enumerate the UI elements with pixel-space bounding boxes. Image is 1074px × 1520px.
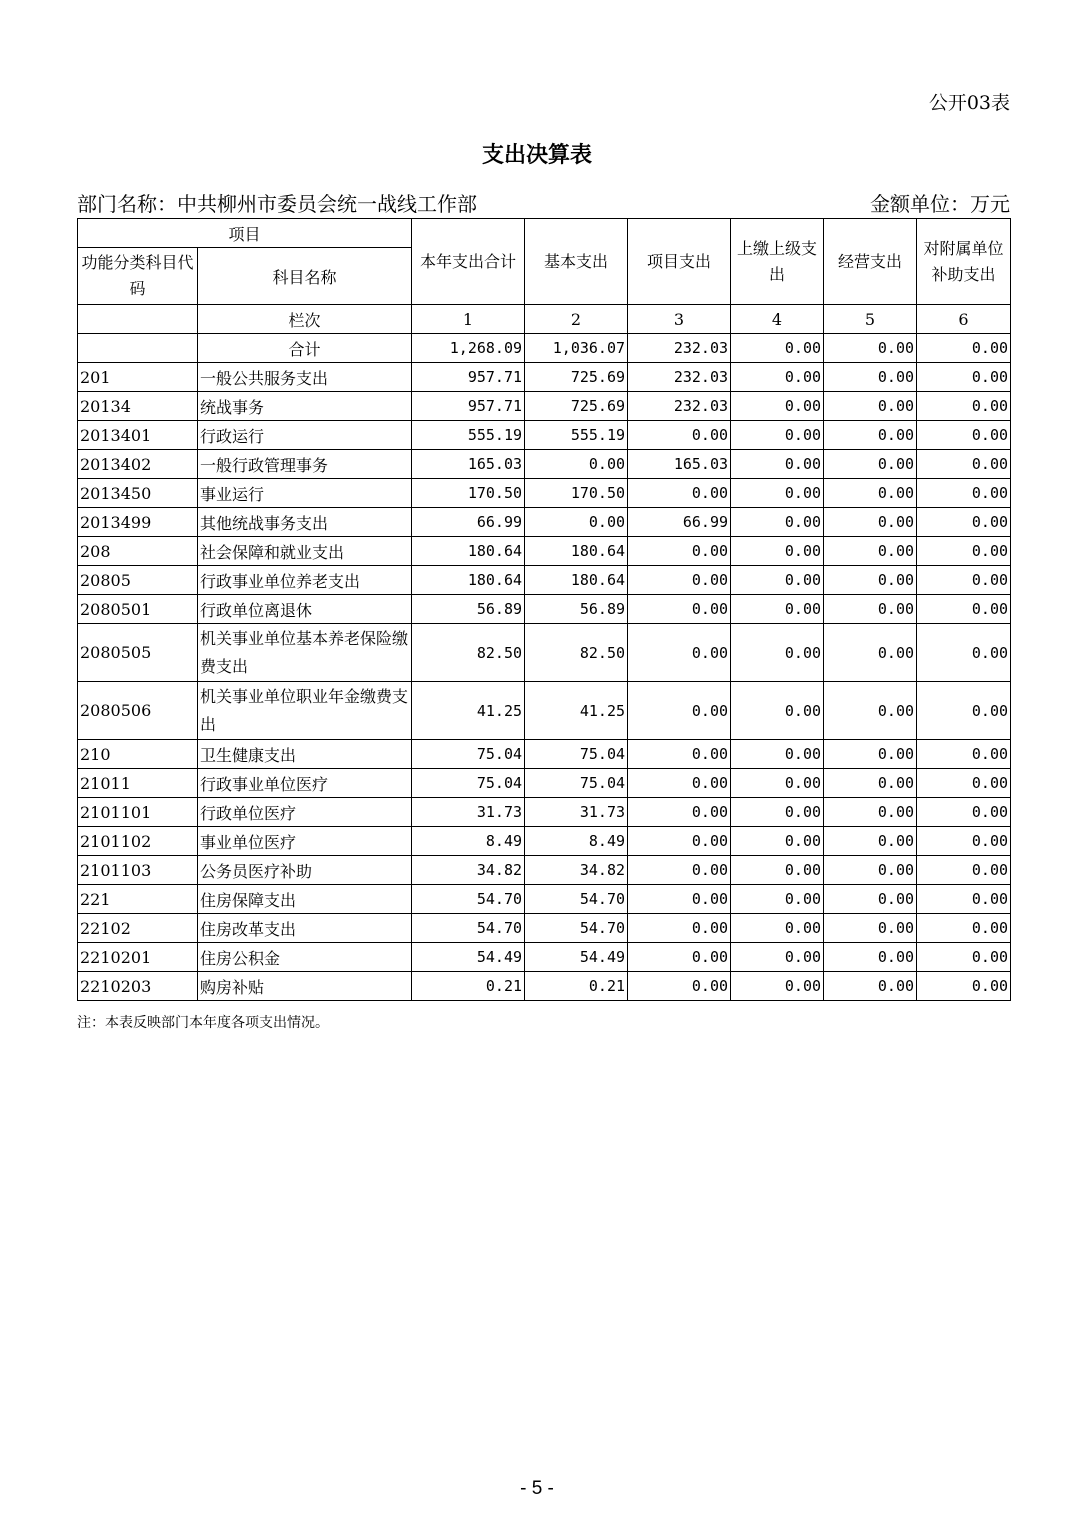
subject-name: 社会保障和就业支出 (198, 537, 412, 566)
amount-cell: 0.00 (731, 421, 824, 450)
column-number-label: 栏次 (198, 305, 412, 334)
table-row (78, 363, 1011, 392)
header-remit-upper: 上缴上级支出 (731, 219, 824, 305)
subject-name: 住房公积金 (198, 943, 412, 972)
amount-cell: 0.00 (917, 856, 1011, 885)
subject-code: 2101103 (78, 856, 198, 885)
table-row (78, 450, 1011, 479)
subject-code: 21011 (78, 769, 198, 798)
amount-cell: 54.70 (412, 885, 525, 914)
amount-cell: 0.00 (628, 682, 731, 740)
amount-cell: 0.00 (824, 595, 917, 624)
subject-name: 机关事业单位基本养老保险缴费支出 (198, 624, 412, 682)
amount-cell: 0.00 (628, 537, 731, 566)
table-row (78, 508, 1011, 537)
amount-cell: 0.00 (917, 914, 1011, 943)
amount-cell: 41.25 (412, 682, 525, 740)
department-name: 部门名称：中共柳州市委员会统一战线工作部 (77, 192, 477, 216)
subject-code: 20134 (78, 392, 198, 421)
amount-cell: 170.50 (525, 479, 628, 508)
amount-cell: 0.00 (628, 943, 731, 972)
column-number: 1 (412, 305, 525, 334)
amount-cell: 0.00 (824, 537, 917, 566)
amount-cell: 0.00 (824, 450, 917, 479)
amount-cell: 0.00 (824, 914, 917, 943)
table-row (78, 856, 1011, 885)
subject-name: 机关事业单位职业年金缴费支出 (198, 682, 412, 740)
subject-name: 事业运行 (198, 479, 412, 508)
page-number: - 5 - (520, 1478, 554, 1499)
subject-code: 2013402 (78, 450, 198, 479)
amount-cell: 0.00 (731, 537, 824, 566)
header-total: 本年支出合计 (412, 219, 525, 305)
amount-cell: 0.00 (917, 827, 1011, 856)
subject-name: 公务员医疗补助 (198, 856, 412, 885)
subject-code: 2080505 (78, 624, 198, 682)
table-row (78, 914, 1011, 943)
amount-cell: 75.04 (525, 769, 628, 798)
amount-cell: 75.04 (525, 740, 628, 769)
header-code: 功能分类科目代码 (78, 248, 198, 305)
amount-cell: 75.04 (412, 769, 525, 798)
amount-cell: 170.50 (412, 479, 525, 508)
amount-cell: 0.00 (525, 450, 628, 479)
amount-cell: 0.00 (917, 537, 1011, 566)
amount-cell: 0.00 (824, 856, 917, 885)
amount-cell: 0.00 (917, 479, 1011, 508)
amount-cell: 34.82 (412, 856, 525, 885)
amount-cell: 0.00 (628, 421, 731, 450)
amount-cell: 725.69 (525, 392, 628, 421)
column-number: 2 (525, 305, 628, 334)
subject-code: 2080506 (78, 682, 198, 740)
column-number: 5 (824, 305, 917, 334)
column-number: 4 (731, 305, 824, 334)
table-row (78, 943, 1011, 972)
header-basic: 基本支出 (525, 219, 628, 305)
amount-cell: 0.00 (824, 682, 917, 740)
amount-cell: 82.50 (525, 624, 628, 682)
table-row (78, 682, 1011, 740)
form-number: 公开03表 (928, 92, 1010, 114)
amount-cell: 232.03 (628, 392, 731, 421)
amount-cell: 56.89 (412, 595, 525, 624)
amount-cell: 8.49 (412, 827, 525, 856)
amount-cell: 8.49 (525, 827, 628, 856)
amount-cell: 54.49 (412, 943, 525, 972)
amount-cell: 0.00 (917, 769, 1011, 798)
amount-cell: 0.00 (628, 827, 731, 856)
amount-cell: 0.00 (824, 798, 917, 827)
subject-code: 2101102 (78, 827, 198, 856)
amount-cell: 0.21 (525, 972, 628, 1001)
amount-cell: 0.00 (731, 392, 824, 421)
expenditure-table (77, 218, 1011, 1001)
amount-cell: 0.00 (628, 479, 731, 508)
amount-cell: 0.00 (731, 479, 824, 508)
amount-cell: 0.00 (917, 943, 1011, 972)
amount-cell: 0.00 (917, 885, 1011, 914)
table-row (78, 566, 1011, 595)
meta-line (77, 188, 1010, 218)
amount-cell: 54.70 (412, 914, 525, 943)
amount-cell: 0.00 (628, 972, 731, 1001)
amount-cell: 555.19 (525, 421, 628, 450)
subject-name: 一般公共服务支出 (198, 363, 412, 392)
header-name: 科目名称 (198, 248, 412, 305)
amount-cell: 180.64 (412, 566, 525, 595)
amount-cell: 725.69 (525, 363, 628, 392)
amount-cell: 75.04 (412, 740, 525, 769)
subject-code: 210 (78, 740, 198, 769)
amount-cell: 0.00 (824, 740, 917, 769)
amount-cell: 0.00 (824, 508, 917, 537)
amount-cell: 0.00 (917, 740, 1011, 769)
amount-cell: 0.00 (628, 740, 731, 769)
amount-cell: 0.21 (412, 972, 525, 1001)
column-number: 6 (917, 305, 1011, 334)
amount-cell: 957.71 (412, 363, 525, 392)
subject-name: 住房改革支出 (198, 914, 412, 943)
table-row (78, 537, 1011, 566)
table-row (78, 421, 1011, 450)
subject-code: 2013450 (78, 479, 198, 508)
subject-code: 201 (78, 363, 198, 392)
header-project: 项目支出 (628, 219, 731, 305)
column-number: 3 (628, 305, 731, 334)
amount-cell: 66.99 (412, 508, 525, 537)
amount-cell: 0.00 (917, 421, 1011, 450)
subject-code: 208 (78, 537, 198, 566)
header-item: 项目 (78, 219, 412, 248)
subject-code: 22102 (78, 914, 198, 943)
amount-cell: 0.00 (824, 885, 917, 914)
table-row (78, 972, 1011, 1001)
amount-cell: 0.00 (731, 914, 824, 943)
header-operating: 经营支出 (824, 219, 917, 305)
subject-code: 2210203 (78, 972, 198, 1001)
header-row (78, 219, 1011, 248)
amount-cell: 0.00 (824, 421, 917, 450)
amount-cell: 0.00 (731, 363, 824, 392)
amount-cell: 0.00 (824, 769, 917, 798)
amount-cell: 0.00 (628, 624, 731, 682)
amount-cell: 555.19 (412, 421, 525, 450)
amount-cell: 56.89 (525, 595, 628, 624)
header-subsidy: 对附属单位补助支出 (917, 219, 1011, 305)
amount-cell: 31.73 (525, 798, 628, 827)
amount-cell: 0.00 (824, 972, 917, 1001)
subject-name: 统战事务 (198, 392, 412, 421)
amount-cell: 54.70 (525, 885, 628, 914)
total-value: 1,268.09 (412, 334, 525, 363)
amount-cell: 41.25 (525, 682, 628, 740)
table-row (78, 595, 1011, 624)
amount-cell: 0.00 (824, 624, 917, 682)
amount-cell: 0.00 (917, 624, 1011, 682)
amount-cell: 0.00 (917, 450, 1011, 479)
subject-name: 卫生健康支出 (198, 740, 412, 769)
amount-cell: 0.00 (824, 479, 917, 508)
amount-cell: 0.00 (731, 566, 824, 595)
total-row (78, 334, 1011, 363)
column-number-row (78, 305, 1011, 334)
amount-cell: 34.82 (525, 856, 628, 885)
amount-cell: 0.00 (917, 798, 1011, 827)
subject-code: 2080501 (78, 595, 198, 624)
amount-unit: 金额单位：万元 (870, 192, 1010, 216)
subject-name: 行政事业单位养老支出 (198, 566, 412, 595)
amount-cell: 0.00 (917, 972, 1011, 1001)
table-row (78, 827, 1011, 856)
subject-name: 住房保障支出 (198, 885, 412, 914)
page-title: 支出决算表 (481, 143, 592, 168)
amount-cell: 0.00 (824, 827, 917, 856)
table-row (78, 479, 1011, 508)
subject-name: 行政单位离退休 (198, 595, 412, 624)
total-value: 0.00 (824, 334, 917, 363)
amount-cell: 0.00 (731, 856, 824, 885)
subject-code: 20805 (78, 566, 198, 595)
total-value: 1,036.07 (525, 334, 628, 363)
amount-cell: 0.00 (917, 392, 1011, 421)
amount-cell: 0.00 (731, 972, 824, 1001)
total-value: 0.00 (917, 334, 1011, 363)
amount-cell: 0.00 (917, 566, 1011, 595)
total-blank (78, 334, 198, 363)
amount-cell: 0.00 (731, 798, 824, 827)
subject-code: 221 (78, 885, 198, 914)
table-row (78, 624, 1011, 682)
amount-cell: 0.00 (731, 740, 824, 769)
amount-cell: 31.73 (412, 798, 525, 827)
subject-name: 行政单位医疗 (198, 798, 412, 827)
subject-name: 事业单位医疗 (198, 827, 412, 856)
amount-cell: 0.00 (628, 769, 731, 798)
total-label: 合计 (198, 334, 412, 363)
amount-cell: 165.03 (628, 450, 731, 479)
table-row (78, 798, 1011, 827)
amount-cell: 0.00 (628, 885, 731, 914)
amount-cell: 0.00 (628, 798, 731, 827)
amount-cell: 0.00 (731, 450, 824, 479)
amount-cell: 0.00 (628, 856, 731, 885)
table-row (78, 392, 1011, 421)
amount-cell: 0.00 (731, 769, 824, 798)
amount-cell: 0.00 (731, 943, 824, 972)
amount-cell: 0.00 (628, 914, 731, 943)
total-value: 232.03 (628, 334, 731, 363)
amount-cell: 957.71 (412, 392, 525, 421)
subject-code: 2013499 (78, 508, 198, 537)
subject-code: 2210201 (78, 943, 198, 972)
amount-cell: 0.00 (824, 943, 917, 972)
amount-cell: 0.00 (824, 363, 917, 392)
amount-cell: 0.00 (917, 363, 1011, 392)
amount-cell: 232.03 (628, 363, 731, 392)
amount-cell: 0.00 (628, 566, 731, 595)
total-value: 0.00 (731, 334, 824, 363)
amount-cell: 0.00 (731, 595, 824, 624)
amount-cell: 0.00 (731, 885, 824, 914)
table-row (78, 885, 1011, 914)
table-note: 注：本表反映部门本年度各项支出情况。 (77, 1015, 329, 1031)
amount-cell: 180.64 (525, 566, 628, 595)
amount-cell: 66.99 (628, 508, 731, 537)
amount-cell: 0.00 (917, 508, 1011, 537)
amount-cell: 0.00 (731, 624, 824, 682)
amount-cell: 0.00 (731, 827, 824, 856)
table-row (78, 769, 1011, 798)
amount-cell: 180.64 (525, 537, 628, 566)
amount-cell: 165.03 (412, 450, 525, 479)
column-number-blank (78, 305, 198, 334)
amount-cell: 0.00 (628, 595, 731, 624)
amount-cell: 0.00 (731, 508, 824, 537)
amount-cell: 0.00 (731, 682, 824, 740)
subject-code: 2101101 (78, 798, 198, 827)
amount-cell: 54.49 (525, 943, 628, 972)
amount-cell: 0.00 (525, 508, 628, 537)
subject-name: 购房补贴 (198, 972, 412, 1001)
amount-cell: 54.70 (525, 914, 628, 943)
amount-cell: 82.50 (412, 624, 525, 682)
amount-cell: 180.64 (412, 537, 525, 566)
amount-cell: 0.00 (824, 392, 917, 421)
subject-code: 2013401 (78, 421, 198, 450)
amount-cell: 0.00 (917, 682, 1011, 740)
table-row (78, 740, 1011, 769)
amount-cell: 0.00 (917, 595, 1011, 624)
subject-name: 一般行政管理事务 (198, 450, 412, 479)
subject-name: 行政运行 (198, 421, 412, 450)
subject-name: 其他统战事务支出 (198, 508, 412, 537)
subject-name: 行政事业单位医疗 (198, 769, 412, 798)
amount-cell: 0.00 (824, 566, 917, 595)
